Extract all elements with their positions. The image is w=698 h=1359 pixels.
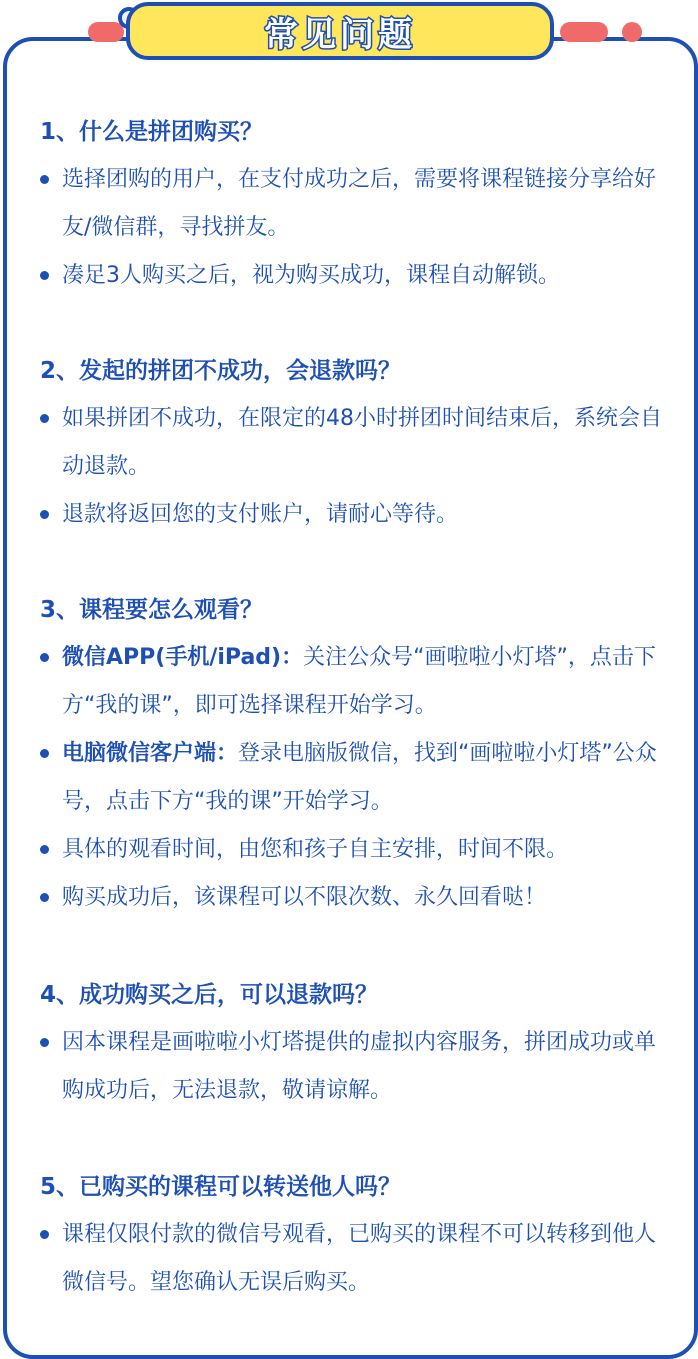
faq-answer — [40, 491, 670, 539]
faq-answer — [40, 252, 670, 300]
faq-item-4 — [40, 971, 670, 1115]
bullet-icon — [40, 1230, 49, 1239]
answer-lead: 微信APP(手机/iPad)： — [62, 645, 304, 670]
faq-question: 4、成功购买之后，可以退款吗？ — [40, 982, 379, 1008]
faq-question: 2、发起的拼团不成功，会退款吗？ — [40, 358, 402, 384]
decoration-dot-right — [622, 22, 642, 42]
answer-text: 登录电脑版微信，找到“画啦啦小灯塔”公众号，点击下方“我的课”开始学习。 — [62, 741, 657, 814]
bullet-icon — [40, 845, 49, 854]
faq-answer — [40, 1211, 670, 1307]
faq-answer — [40, 156, 670, 252]
answer-text: 选择团购的用户，在支付成功之后，需要将课程链接分享给好友/微信群，寻找拼友。 — [62, 167, 657, 240]
spacer — [40, 1115, 670, 1163]
page-title: 常见问题 — [264, 14, 416, 55]
faq-answer — [40, 395, 670, 491]
decoration-pill-left — [88, 22, 124, 42]
bullet-icon — [40, 1038, 49, 1047]
answer-lead: 电脑微信客户端： — [62, 741, 239, 766]
bullet-icon — [40, 271, 49, 280]
bullet-icon — [40, 175, 49, 184]
answer-text: 具体的观看时间，由您和孩子自主安排，时间不限。 — [62, 837, 569, 862]
faq-item-2 — [40, 347, 670, 539]
spacer — [40, 300, 670, 347]
spacer — [40, 539, 670, 586]
answer-text: 关注公众号“画啦啦小灯塔”，点击下方“我的课”，即可选择课程开始学习。 — [62, 645, 656, 718]
bullet-icon — [40, 414, 49, 423]
answer-text: 因本课程是画啦啦小灯塔提供的虚拟内容服务，拼团成功或单购成功后，无法退款，敬请谅解。 — [62, 1030, 657, 1103]
bullet-icon — [40, 749, 49, 758]
answer-text: 购买成功后，该课程可以不限次数、永久回看哒！ — [62, 885, 547, 910]
faq-answer — [40, 874, 670, 922]
decoration-pill-right — [560, 22, 608, 42]
bullet-icon — [40, 510, 49, 519]
bullet-icon — [40, 653, 49, 662]
answer-text: 如果拼团不成功，在限定的48小时拼团时间结束后，系统会自动退款。 — [62, 406, 662, 479]
faq-answer — [40, 634, 670, 730]
title-banner — [126, 2, 554, 60]
spacer — [40, 922, 670, 971]
bullet-icon — [40, 893, 49, 902]
faq-question: 5、已购买的课程可以转送他人吗？ — [40, 1174, 402, 1200]
faq-answer — [40, 826, 670, 874]
faq-question: 1、什么是拼团购买？ — [40, 119, 264, 145]
faq-item-5 — [40, 1163, 670, 1307]
faq-item-3 — [40, 586, 670, 922]
faq-answer — [40, 730, 670, 826]
faq-question: 3、课程要怎么观看？ — [40, 597, 264, 623]
answer-text: 退款将返回您的支付账户，请耐心等待。 — [62, 502, 459, 527]
faq-item-1 — [40, 108, 670, 300]
answer-text: 凑足3人购买之后，视为购买成功，课程自动解锁。 — [62, 263, 560, 288]
faq-list — [40, 108, 670, 1307]
faq-answer — [40, 1019, 670, 1115]
answer-text: 课程仅限付款的微信号观看，已购买的课程不可以转移到他人微信号。望您确认无误后购买。 — [62, 1222, 657, 1295]
